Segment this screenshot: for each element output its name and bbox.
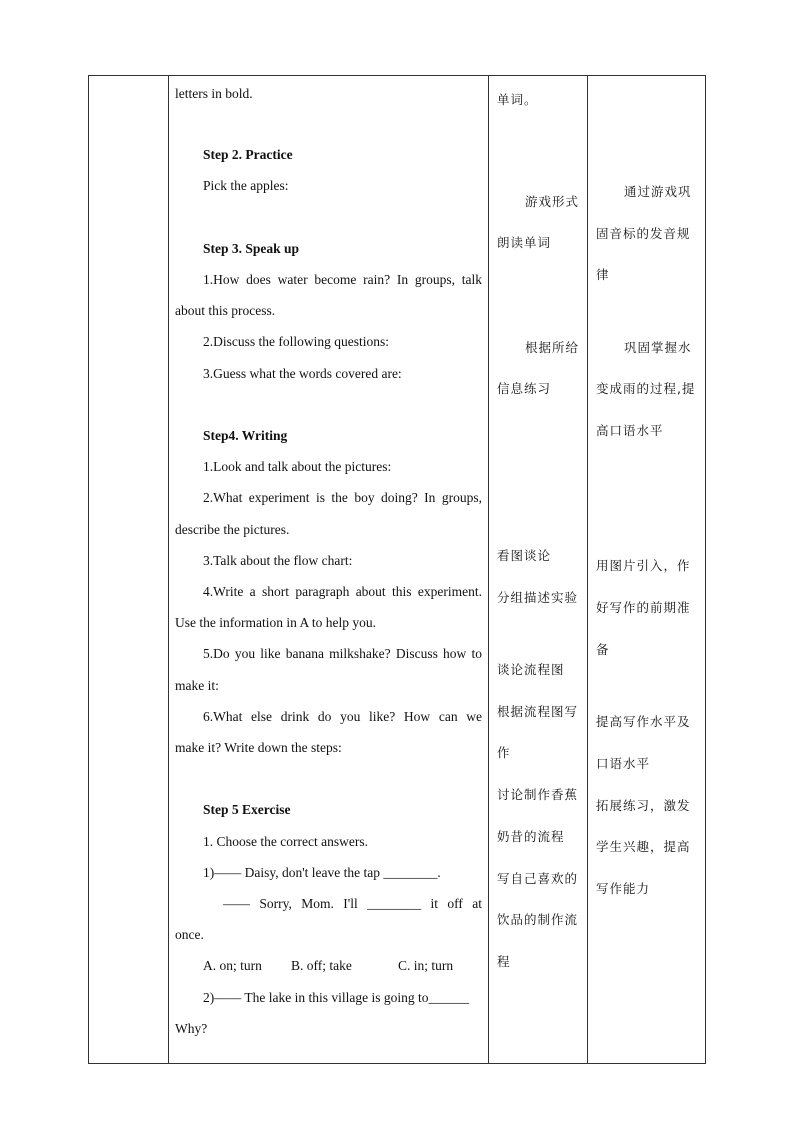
text-line: 3.Talk about the flow chart: xyxy=(203,553,353,568)
step-4-heading: Step4. Writing xyxy=(203,428,288,443)
text-line: once. xyxy=(175,927,204,942)
text-line: 看图谈论 xyxy=(497,548,552,563)
text-line: 高口语水平 xyxy=(596,423,664,438)
text-line: 朗读单词 xyxy=(497,235,552,250)
text-line: 游戏形式 xyxy=(525,194,580,209)
text-line: 拓展练习，激发 xyxy=(596,798,691,813)
text-line: 口语水平 xyxy=(596,756,651,771)
text-line: Pick the apples: xyxy=(203,178,289,193)
text-line: 变成雨的过程,提 xyxy=(596,381,696,396)
text-line: 根据流程图写 xyxy=(497,704,579,719)
text-line: 程 xyxy=(497,954,511,969)
step-2-heading: Step 2. Practice xyxy=(203,147,293,162)
question-line: —— Sorry, Mom. I'll ________ it off at xyxy=(223,896,482,911)
lesson-plan-table xyxy=(88,75,706,1064)
text-line: 律 xyxy=(596,267,610,282)
text-line: 好写作的前期准 xyxy=(596,600,691,615)
text-line: make it? Write down the steps: xyxy=(175,740,342,755)
text-line: 固音标的发音规 xyxy=(596,226,691,241)
teaching-steps-column xyxy=(169,76,488,1063)
text-line: 学生兴趣，提高 xyxy=(596,839,691,854)
student-activity-column xyxy=(489,76,587,1063)
text-line: 写自己喜欢的 xyxy=(497,871,579,886)
text-line: 巩固掌握水 xyxy=(624,340,692,355)
option-b: B. off; take xyxy=(291,958,352,973)
text-line: 写作能力 xyxy=(596,881,651,896)
text-line: 1.How does water become rain? In groups, talk xyxy=(203,272,482,287)
step-3-heading: Step 3. Speak up xyxy=(203,241,300,256)
text-line: 谈论流程图 xyxy=(497,662,565,677)
text-line: 分组描述实验 xyxy=(497,590,579,605)
text-line: 单词。 xyxy=(497,92,538,107)
text-line: 1.Look and talk about the pictures: xyxy=(203,459,392,474)
option-c: C. in; turn xyxy=(398,958,454,973)
text-line: Use the information in A to help you. xyxy=(175,615,376,630)
text-line: describe the pictures. xyxy=(175,522,290,537)
text-line: about this process. xyxy=(175,303,276,318)
text-line: 饮品的制作流 xyxy=(497,912,579,927)
option-a: A. on; turn xyxy=(203,958,262,973)
text-line: Why? xyxy=(175,1021,208,1036)
text-line: 4.Write a short paragraph about this experiment. xyxy=(203,584,482,599)
text-line: letters in bold. xyxy=(175,86,253,101)
question-line: 2)—— The lake in this village is going to______ xyxy=(203,990,469,1005)
text-line: 1. Choose the correct answers. xyxy=(203,834,368,849)
text-line: 3.Guess what the words covered are: xyxy=(203,366,402,381)
design-purpose-column xyxy=(588,76,706,1063)
text-line: 讨论制作香蕉 xyxy=(497,787,579,802)
text-line: 2.Discuss the following questions: xyxy=(203,334,389,349)
text-line: 提高写作水平及 xyxy=(596,714,691,729)
text-line: 用图片引入，作 xyxy=(596,558,691,573)
empty-first-column xyxy=(89,76,168,1063)
text-line: 信息练习 xyxy=(497,381,552,396)
text-line: 6.What else drink do you like? How can we xyxy=(203,709,482,724)
text-line: 通过游戏巩 xyxy=(624,184,692,199)
text-line: 作 xyxy=(497,745,511,760)
text-line: 5.Do you like banana milkshake? Discuss how to xyxy=(203,646,482,661)
text-line: 2.What experiment is the boy doing? In groups, xyxy=(203,490,482,505)
text-line: make it: xyxy=(175,678,219,693)
text-line: 奶昔的流程 xyxy=(497,829,565,844)
text-line: 备 xyxy=(596,642,610,657)
step-5-heading: Step 5 Exercise xyxy=(203,802,291,817)
text-line: 根据所给 xyxy=(525,340,580,355)
question-line: 1)—— Daisy, don't leave the tap ________. xyxy=(203,865,441,880)
